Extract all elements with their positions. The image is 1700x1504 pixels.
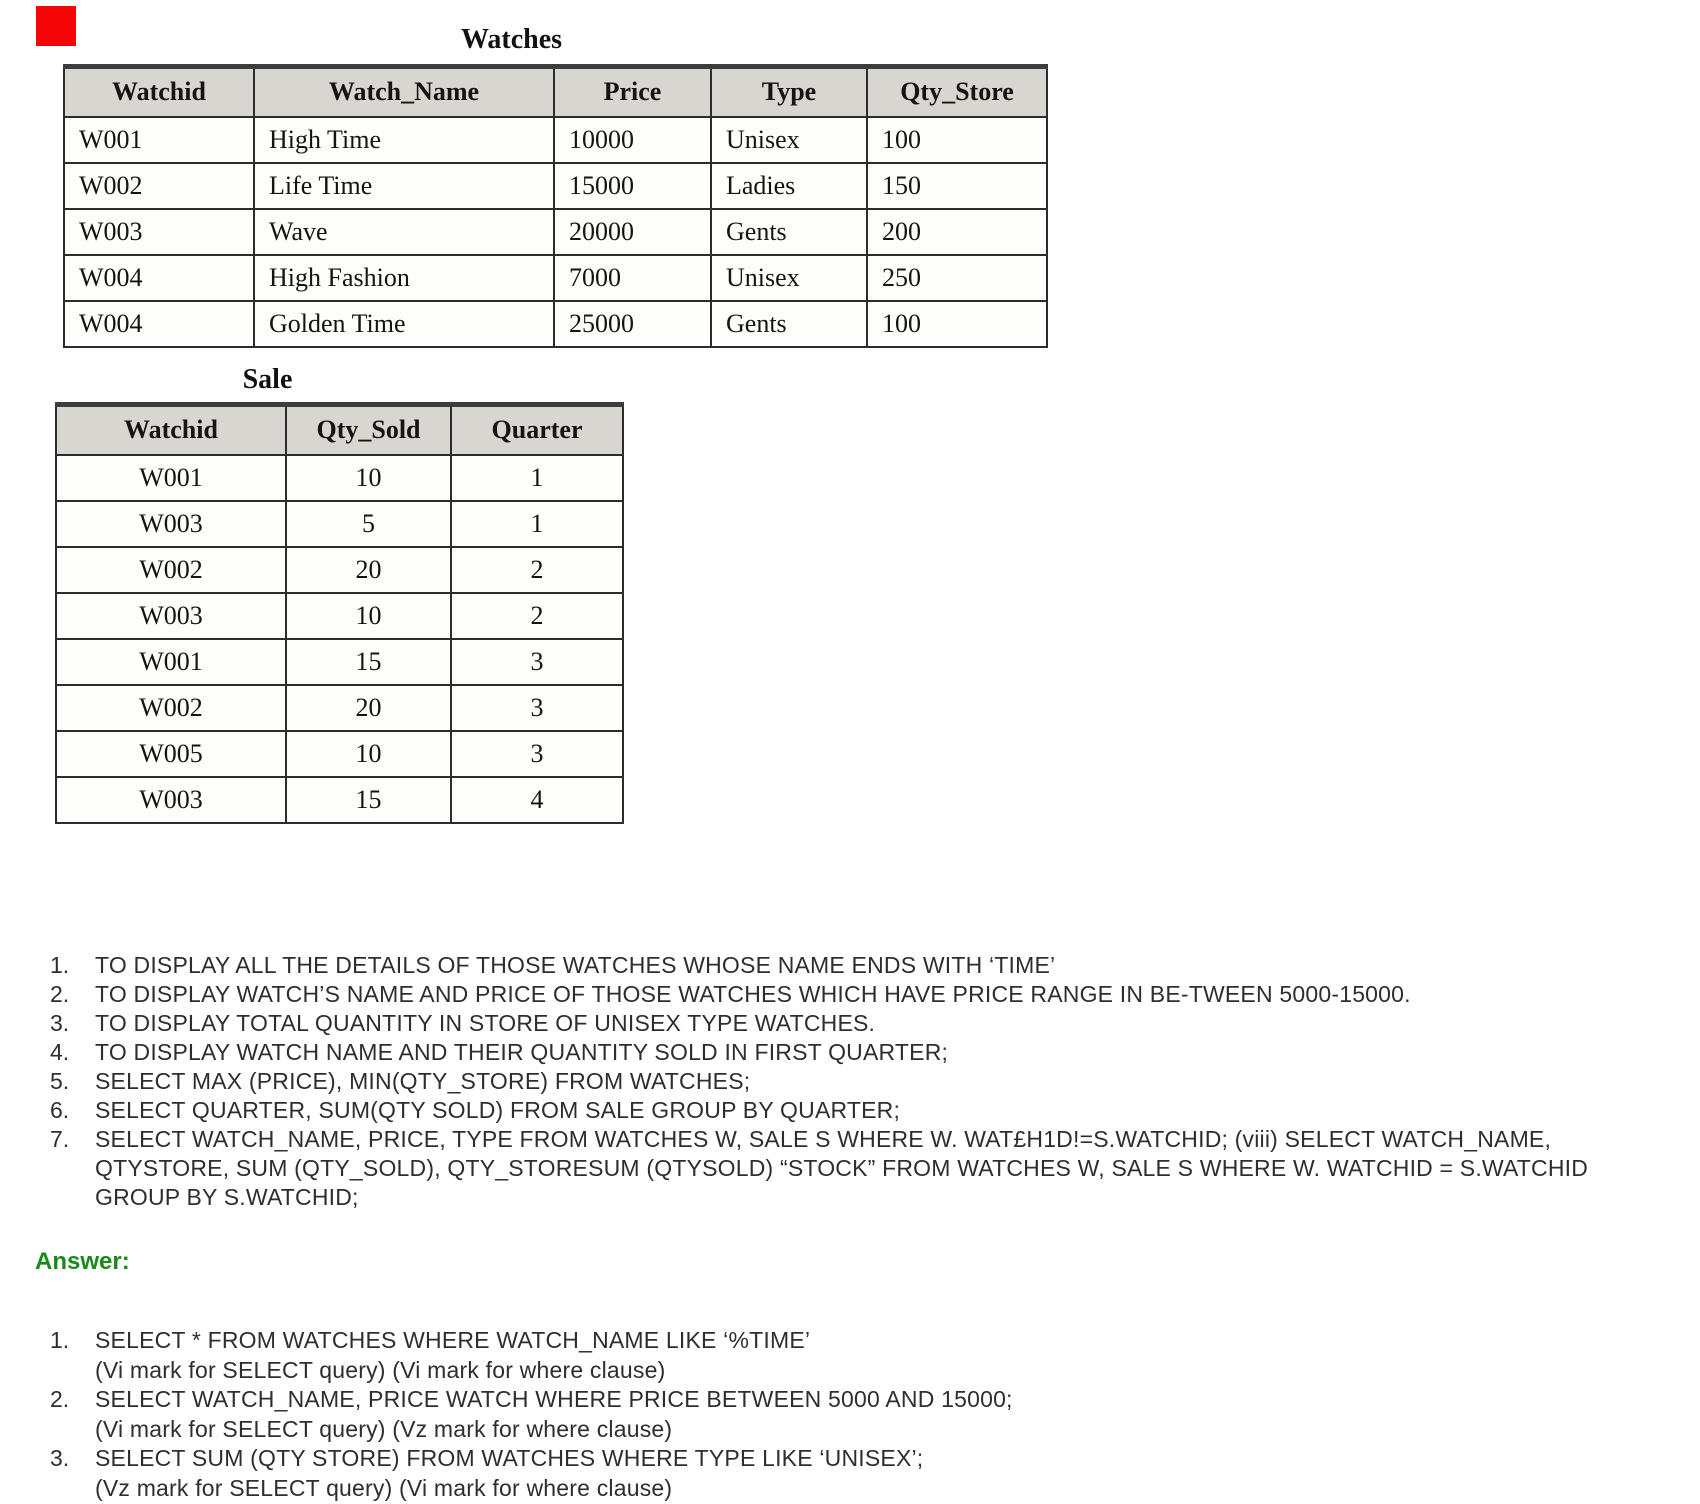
answer-marks-note: (Vz mark for SELECT query) (Vi mark for where clause): [95, 1474, 673, 1501]
question-number: 2.: [50, 981, 70, 1007]
question-text: TO DISPLAY TOTAL QUANTITY IN STORE OF UNISEX TYPE WATCHES.: [95, 1010, 876, 1036]
column-header-price: Price: [554, 67, 711, 117]
cell-price: 20000: [554, 209, 711, 255]
column-header-qty-store: Qty_Store: [867, 67, 1047, 117]
cell-watchid: W002: [56, 547, 286, 593]
answer-marks-note: (Vi mark for SELECT query) (Vz mark for where clause): [95, 1415, 673, 1442]
cell-price: 15000: [554, 163, 711, 209]
question-text: TO DISPLAY WATCH NAME AND THEIR QUANTITY SOLD IN FIRST QUARTER;: [95, 1039, 949, 1065]
column-header-watch-name: Watch_Name: [254, 67, 554, 117]
cell-qty-store: 100: [867, 117, 1047, 163]
question-text: TO DISPLAY ALL THE DETAILS OF THOSE WATCHES WHOSE NAME ENDS WITH ‘TIME’: [95, 952, 1056, 978]
question-number: 7.: [50, 1126, 70, 1152]
watches-table-header: [64, 67, 1047, 117]
column-header-watchid: Watchid: [64, 67, 254, 117]
table-row: [56, 501, 623, 547]
cell-watchid: W005: [56, 731, 286, 777]
cell-quarter: 3: [451, 639, 623, 685]
cell-price: 10000: [554, 117, 711, 163]
cell-type: Ladies: [711, 163, 867, 209]
answer-list: [50, 1326, 1670, 1503]
cell-watch-name: Wave: [254, 209, 554, 255]
question-number: 4.: [50, 1039, 70, 1065]
cell-watchid: W001: [56, 639, 286, 685]
cell-watch-name: High Fashion: [254, 255, 554, 301]
question-text: TO DISPLAY WATCH’S NAME AND PRICE OF THOSE WATCHES WHICH HAVE PRICE RANGE IN BE-TWEEN 5000-15000.: [95, 981, 1411, 1007]
cell-qty-store: 150: [867, 163, 1047, 209]
table-row: [56, 547, 623, 593]
cell-watchid: W002: [56, 685, 286, 731]
question-text: SELECT WATCH_NAME, PRICE, TYPE FROM WATCHES W, SALE S WHERE W. WAT£H1D!=S.WATCHID; (viii) SELECT WATCH_NAME, QTYSTORE, SUM (QTY_SOLD), QTY_STORESUM (QTYSOLD) “STOCK” FROM WATCHES W, SALE S WHERE W. WATCHID = S.WATCHID GROUP BY S.WATCHID;: [95, 1126, 1589, 1210]
question-item: [50, 1096, 1670, 1125]
cell-type: Gents: [711, 301, 867, 347]
cell-quarter: 1: [451, 501, 623, 547]
cell-qty-store: 250: [867, 255, 1047, 301]
question-number: 3.: [50, 1010, 70, 1036]
cell-watchid: W003: [56, 501, 286, 547]
cell-watch-name: High Time: [254, 117, 554, 163]
cell-type: Unisex: [711, 117, 867, 163]
cell-quarter: 3: [451, 731, 623, 777]
column-header-type: Type: [711, 67, 867, 117]
cell-qty-sold: 10: [286, 455, 451, 501]
cell-watchid: W004: [64, 301, 254, 347]
sale-table-title: Sale: [242, 364, 293, 395]
answer-query: SELECT WATCH_NAME, PRICE WATCH WHERE PRICE BETWEEN 5000 AND 15000;: [95, 1386, 1013, 1412]
cell-watchid: W003: [56, 593, 286, 639]
table-row: [64, 301, 1047, 347]
answer-number: 1.: [50, 1327, 70, 1353]
table-row: [56, 685, 623, 731]
table-row: [56, 593, 623, 639]
question-item: [50, 951, 1670, 980]
column-header-watchid: Watchid: [56, 405, 286, 455]
cell-quarter: 1: [451, 455, 623, 501]
cell-qty-store: 100: [867, 301, 1047, 347]
cell-watchid: W003: [64, 209, 254, 255]
table-row: [64, 255, 1047, 301]
table-row: [56, 777, 623, 823]
cell-watch-name: Golden Time: [254, 301, 554, 347]
sale-table-header: [56, 405, 623, 455]
cell-watchid: W001: [64, 117, 254, 163]
table-row: [64, 209, 1047, 255]
answer-number: 3.: [50, 1445, 70, 1471]
question-item: [50, 1009, 1670, 1038]
cell-watchid: W004: [64, 255, 254, 301]
cell-qty-sold: 15: [286, 777, 451, 823]
table-row: [64, 117, 1047, 163]
cell-quarter: 2: [451, 547, 623, 593]
cell-watchid: W001: [56, 455, 286, 501]
table-row: [56, 731, 623, 777]
watches-table-title: Watches: [460, 24, 563, 55]
question-text: SELECT QUARTER, SUM(QTY SOLD) FROM SALE GROUP BY QUARTER;: [95, 1097, 901, 1123]
question-item: [50, 1067, 1670, 1096]
answer-marks-note: (Vi mark for SELECT query) (Vi mark for where clause): [95, 1356, 666, 1383]
answer-number: 2.: [50, 1386, 70, 1412]
sale-table: [55, 402, 624, 824]
cell-price: 7000: [554, 255, 711, 301]
cell-watchid: W003: [56, 777, 286, 823]
table-row: [64, 163, 1047, 209]
cell-qty-sold: 10: [286, 593, 451, 639]
question-list: [50, 951, 1670, 1212]
cell-qty-sold: 20: [286, 685, 451, 731]
question-number: 1.: [50, 952, 70, 978]
table-header-row: [56, 405, 623, 455]
cell-qty-sold: 5: [286, 501, 451, 547]
cell-watchid: W002: [64, 163, 254, 209]
watches-table: [63, 64, 1048, 348]
cell-watch-name: Life Time: [254, 163, 554, 209]
cell-qty-sold: 15: [286, 639, 451, 685]
column-header-qty-sold: Qty_Sold: [286, 405, 451, 455]
cell-quarter: 2: [451, 593, 623, 639]
cell-qty-store: 200: [867, 209, 1047, 255]
cell-price: 25000: [554, 301, 711, 347]
question-text: SELECT MAX (PRICE), MIN(QTY_STORE) FROM WATCHES;: [95, 1068, 751, 1094]
question-item: [50, 980, 1670, 1009]
table-header-row: [64, 67, 1047, 117]
question-item: [50, 1125, 1670, 1212]
answer-section-label: Answer:: [35, 1248, 130, 1275]
cell-quarter: 3: [451, 685, 623, 731]
cell-qty-sold: 10: [286, 731, 451, 777]
cell-qty-sold: 20: [286, 547, 451, 593]
question-item: [50, 1038, 1670, 1067]
table-row: [56, 639, 623, 685]
answer-item: [50, 1326, 1670, 1385]
cell-type: Unisex: [711, 255, 867, 301]
column-header-quarter: Quarter: [451, 405, 623, 455]
question-number: 6.: [50, 1097, 70, 1123]
cell-quarter: 4: [451, 777, 623, 823]
cell-type: Gents: [711, 209, 867, 255]
answer-item: [50, 1385, 1670, 1444]
answer-query: SELECT SUM (QTY STORE) FROM WATCHES WHERE TYPE LIKE ‘UNISEX’;: [95, 1445, 924, 1471]
question-number: 5.: [50, 1068, 70, 1094]
table-row: [56, 455, 623, 501]
answer-query: SELECT * FROM WATCHES WHERE WATCH_NAME LIKE ‘%TIME’: [95, 1327, 811, 1353]
answer-item: [50, 1444, 1670, 1503]
